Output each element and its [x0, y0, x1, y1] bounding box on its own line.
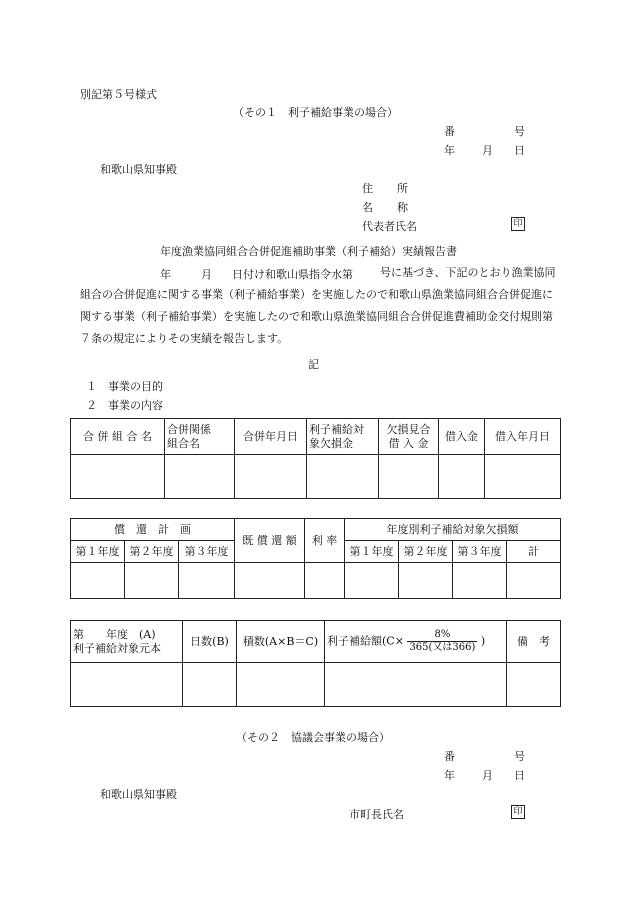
item-purpose: １ 事業の目的 [86, 380, 163, 393]
header-loss-by-year: 年度別利子補給対象欠損額 [345, 519, 561, 541]
header-days: 日数(B) [183, 621, 237, 663]
cell-empty [379, 455, 439, 499]
cell-empty [71, 563, 125, 599]
cell-empty [485, 455, 561, 499]
cell-empty [439, 455, 485, 499]
interest-formula-suffix: ) [480, 634, 486, 648]
merger-table [70, 418, 561, 499]
repayment-table [70, 518, 561, 599]
cell-empty [71, 663, 183, 707]
part2-date-day: 日 [514, 769, 525, 782]
header-principal-line2: 利子補給対象元本 [73, 641, 161, 655]
header-repaid-amount: 既 償 還 額 [235, 519, 305, 563]
header-remarks: 備 考 [507, 621, 561, 663]
header-loss-year-1: 第１年度 [345, 541, 399, 563]
part2-date-month: 月 [482, 769, 493, 782]
part2-number-label: 番 [444, 750, 455, 763]
body-text-start: 日付け和歌山県指令水第 [232, 268, 353, 281]
header-principal-line1: 第 年度 (A) [73, 627, 156, 641]
header-merger-date: 合併年月日 [235, 419, 307, 455]
header-loss-year-3: 第３年度 [453, 541, 507, 563]
date-year: 年 [444, 144, 455, 157]
header-total: 計 [507, 541, 561, 563]
header-loss-loan-text: 欠損見合 借 入 金 [386, 422, 431, 450]
part2-date-year: 年 [444, 769, 455, 782]
header-subsidy-loss [307, 419, 379, 455]
cell-empty [325, 663, 507, 707]
part1-heading: （その１ 利子補給事業の場合） [233, 106, 398, 119]
ki-label: 記 [308, 358, 319, 371]
mayor-name-label: 市町長氏名 [349, 808, 404, 821]
cell-empty [237, 663, 325, 707]
header-interest-rate: 利 率 [305, 519, 345, 563]
header-loan-date: 借入年月日 [485, 419, 561, 455]
header-merged-union: 合 併 組 合 名 [71, 419, 165, 455]
seal-mark: 印 [511, 217, 525, 231]
header-year-3: 第３年度 [179, 541, 235, 563]
part2-addressee: 和歌山県知事殿 [100, 788, 177, 801]
cell-empty [307, 455, 379, 499]
interest-fraction [407, 629, 477, 654]
body-year: 年 [160, 268, 171, 281]
part2-seal-mark: 印 [511, 805, 525, 819]
cell-empty [71, 455, 165, 499]
fraction-denominator: 365(又は366) [409, 642, 476, 653]
header-year-1: 第１年度 [71, 541, 125, 563]
interest-formula-prefix: 利子補給額(C× [327, 634, 404, 648]
cell-empty [125, 563, 179, 599]
addressee: 和歌山県知事殿 [100, 163, 177, 176]
name-label-1: 名 [362, 201, 373, 214]
header-loss-loan [379, 419, 439, 455]
cell-empty [345, 563, 399, 599]
cell-empty [507, 663, 561, 707]
header-repayment-plan: 償 還 計 画 [71, 519, 235, 541]
name-label-2: 称 [397, 201, 408, 214]
part2-heading: （その２ 協議会事業の場合） [236, 731, 390, 744]
fraction-numerator: 8% [407, 629, 477, 642]
cell-empty [399, 563, 453, 599]
number-label: 番 [444, 125, 455, 138]
address-label-1: 住 [362, 182, 373, 195]
address-label-2: 所 [397, 182, 408, 195]
number-suffix: 号 [514, 125, 525, 138]
header-year-2: 第２年度 [125, 541, 179, 563]
cell-empty [453, 563, 507, 599]
header-loss-year-2: 第２年度 [399, 541, 453, 563]
header-subsidy-loss-text: 利子補給対 象欠損金 [309, 422, 364, 450]
form-id: 別記第５号様式 [80, 88, 157, 101]
date-day: 日 [514, 144, 525, 157]
cell-empty [179, 563, 235, 599]
header-related-union [165, 419, 235, 455]
cell-empty [305, 563, 345, 599]
part2-number-suffix: 号 [514, 750, 525, 763]
header-interest-amount [325, 621, 507, 663]
body-month: 月 [201, 268, 212, 281]
date-month: 月 [482, 144, 493, 157]
cell-empty [507, 563, 561, 599]
cell-empty [183, 663, 237, 707]
cell-empty [165, 455, 235, 499]
report-title: 年度漁業協同組合合併促進補助事業（利子補給）実績報告書 [160, 245, 457, 258]
header-related-union-text: 合併関係 組合名 [167, 422, 211, 450]
item-content: ２ 事業の内容 [86, 399, 163, 412]
interest-table [70, 620, 561, 707]
cell-empty [235, 563, 305, 599]
header-product: 積数(A×B＝C) [237, 621, 325, 663]
cell-empty [235, 455, 307, 499]
header-loan: 借入金 [439, 419, 485, 455]
header-principal [71, 621, 183, 663]
body-text: 号に基づき、下記のとおり漁業協同組合の合併促進に関する事業（利子補給事業）を実施したので和歌山県漁業協同組合合併促進に関する事業（利子補給事業）を実施したので和歌山県漁業協同組合合併促進費補助金交付規則第７条の規定によりその実績を報告します。 [80, 266, 556, 345]
representative-label: 代表者氏名 [362, 220, 417, 233]
